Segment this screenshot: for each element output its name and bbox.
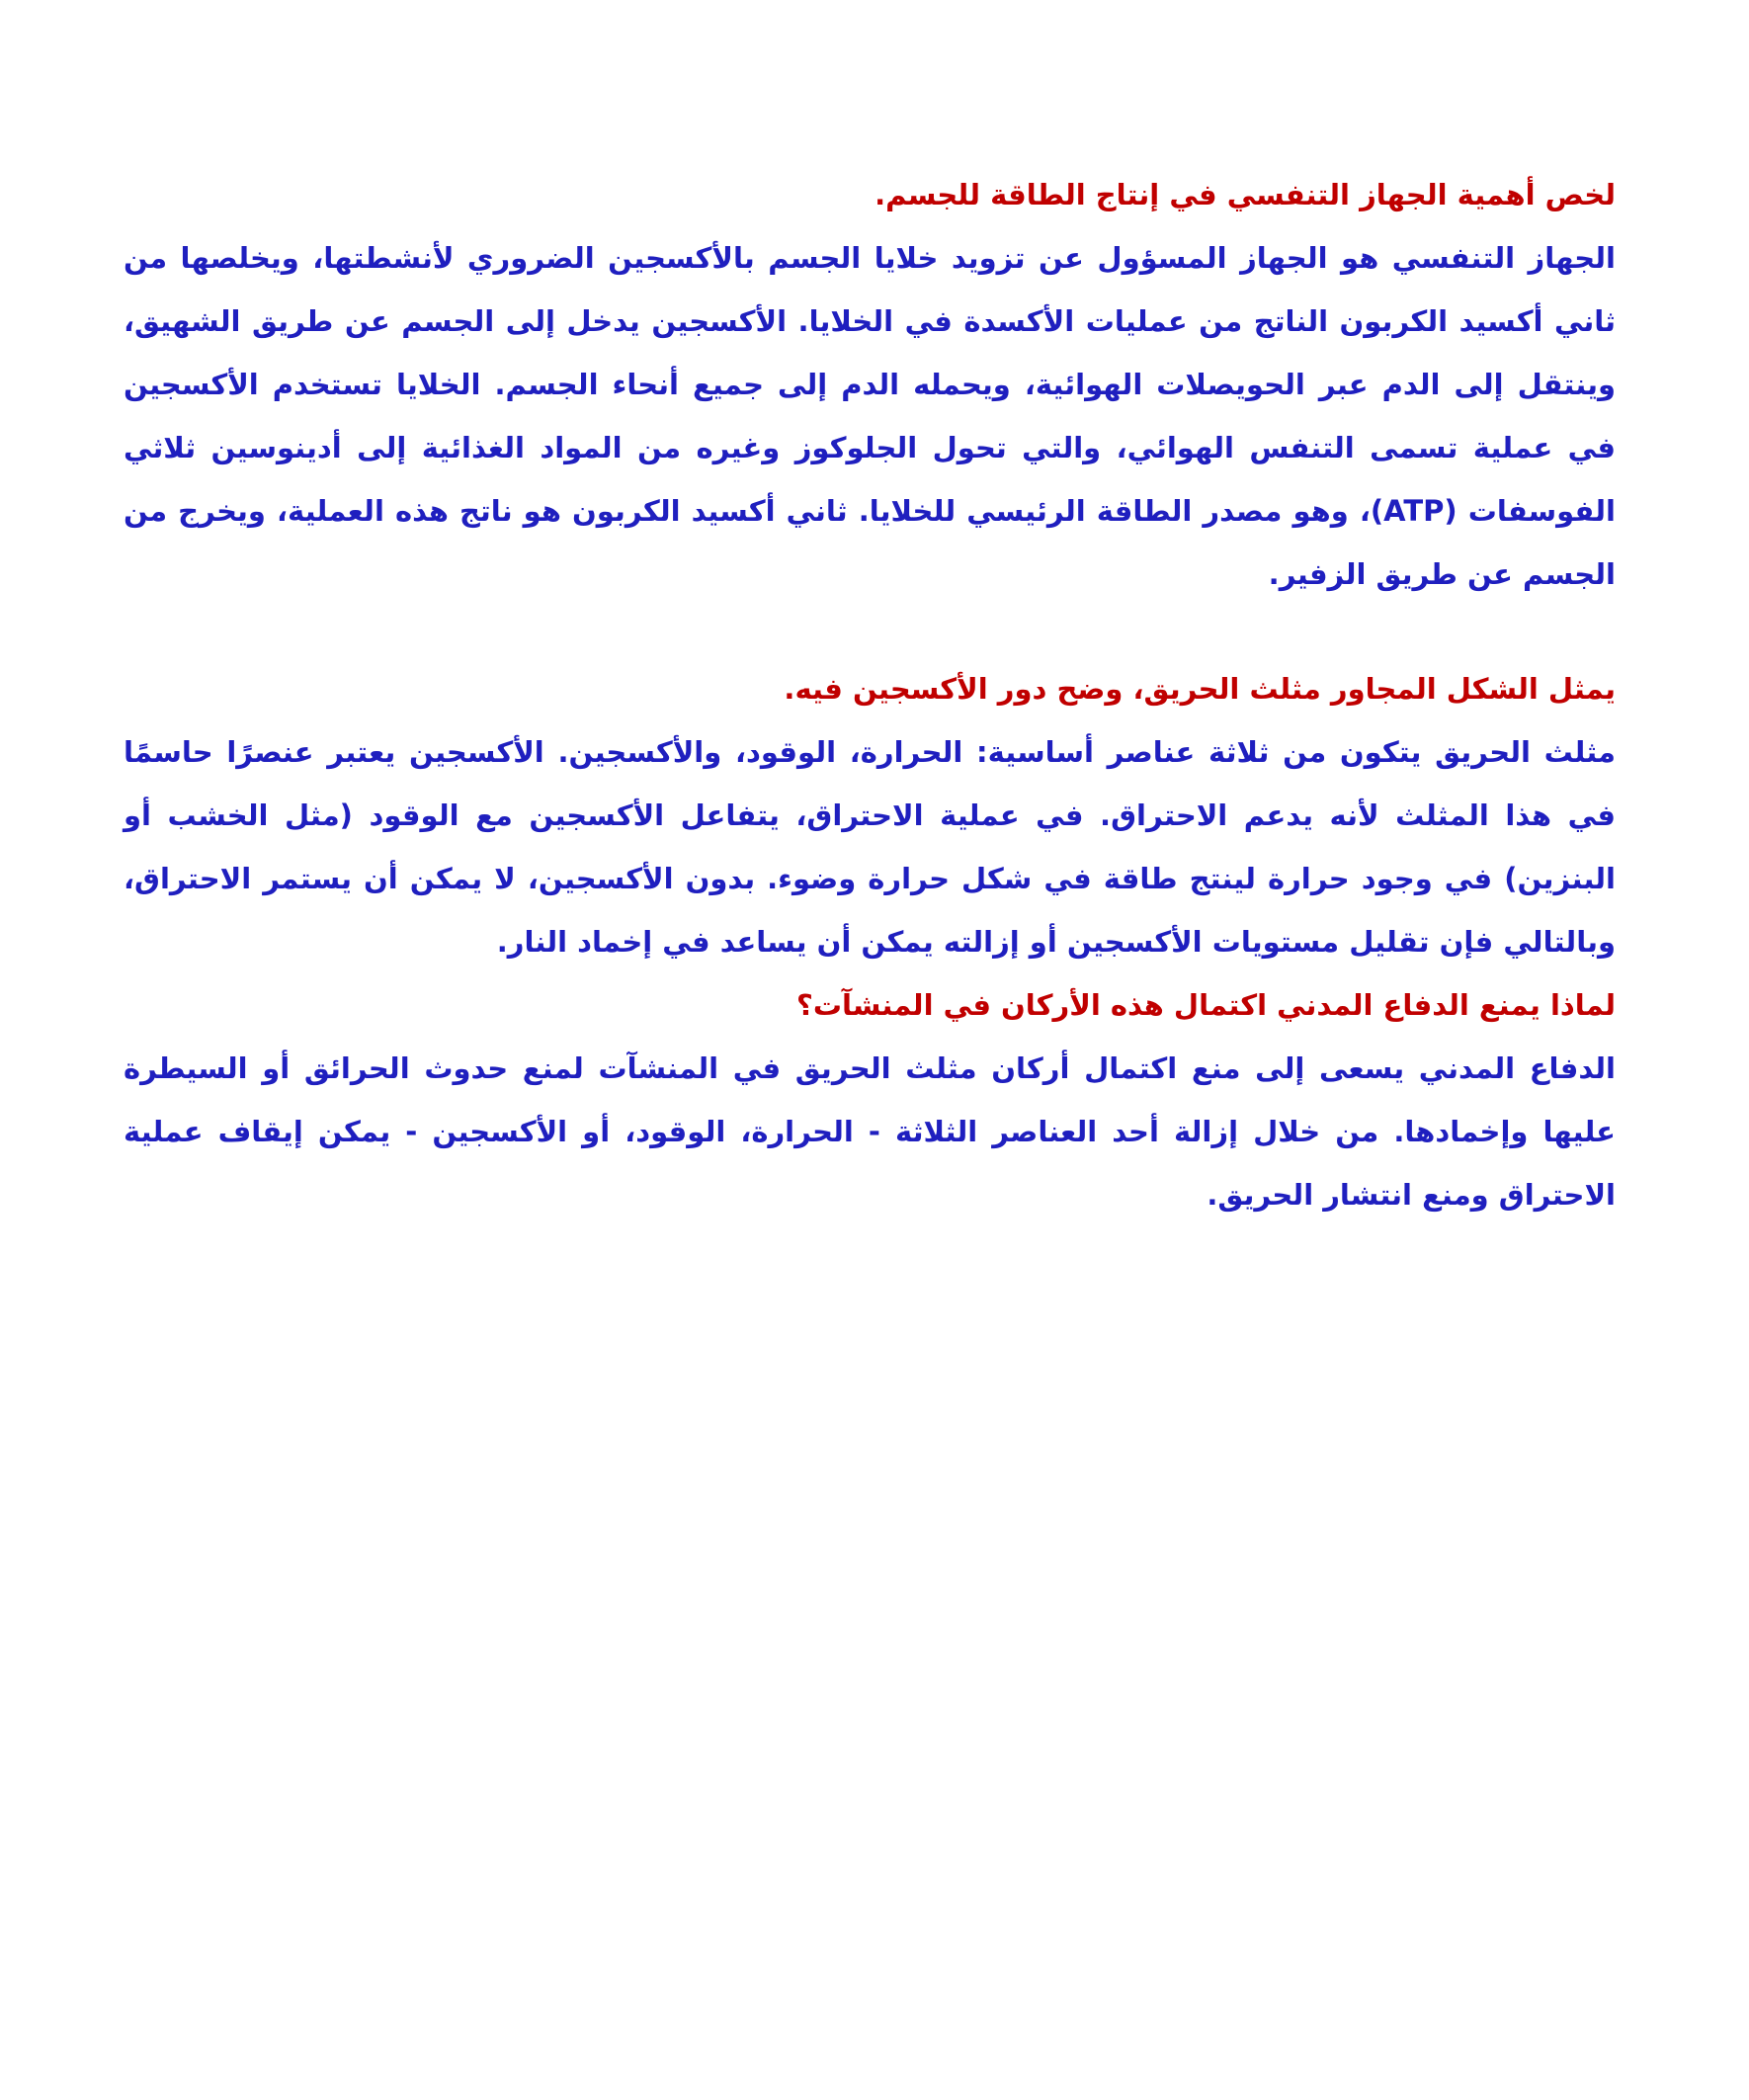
section-respiratory-energy [124, 163, 1616, 606]
question-heading: لماذا يمنع الدفاع المدني اكتمال هذه الأركان في المنشآت؟ [796, 988, 1616, 1022]
answer-paragraph: الجهاز التنفسي هو الجهاز المسؤول عن تزويد خلايا الجسم بالأكسجين الضروري لأنشطتها، ويخلصها من ثاني أكسيد الكربون الناتج من عمليات الأكسدة في الخلايا. الأكسجين يدخل إلى الجسم عن طريق الشهيق، وينتقل إلى الدم عبر الحويصلات الهوائية، ويحمله الدم إلى جميع أنحاء الجسم. الخلايا تستخدم الأكسجين في عملية تسمى التنفس الهوائي، والتي تحول الجلوكوز وغيره من المواد الغذائية إلى أدينوسين ثلاثي الفوسفات (ATP)، وهو مصدر الطاقة الرئيسي للخلايا. ثاني أكسيد الكربون هو ناتج هذه العملية، ويخرج من الجسم عن طريق الزفير. [124, 241, 1616, 591]
answer-paragraph: الدفاع المدني يسعى إلى منع اكتمال أركان مثلث الحريق في المنشآت لمنع حدوث الحرائق أو السيطرة عليها وإخمادها. من خلال إزالة أحد العناصر الثلاثة - الحرارة، الوقود، أو الأكسجين - يمكن إيقاف عملية الاحتراق ومنع انتشار الحريق. [124, 1051, 1616, 1212]
section-civil-defense [124, 973, 1616, 1226]
answer-paragraph: مثلث الحريق يتكون من ثلاثة عناصر أساسية: الحرارة، الوقود، والأكسجين. الأكسجين يعتبر عنصرًا حاسمًا في هذا المثلث لأنه يدعم الاحتراق. في عملية الاحتراق، يتفاعل الأكسجين مع الوقود (مثل الخشب أو البنزين) في وجود حرارة لينتج طاقة في شكل حرارة وضوء. بدون الأكسجين، لا يمكن أن يستمر الاحتراق، وبالتالي فإن تقليل مستويات الأكسجين أو إزالته يمكن أن يساعد في إخماد النار. [124, 735, 1616, 959]
question-heading: لخص أهمية الجهاز التنفسي في إنتاج الطاقة للجسم. [874, 178, 1616, 211]
question-heading: يمثل الشكل المجاور مثلث الحريق، وضح دور الأكسجين فيه. [784, 672, 1616, 706]
document-page [124, 163, 1616, 1226]
section-fire-triangle [124, 657, 1616, 973]
section-spacer [124, 606, 1616, 657]
